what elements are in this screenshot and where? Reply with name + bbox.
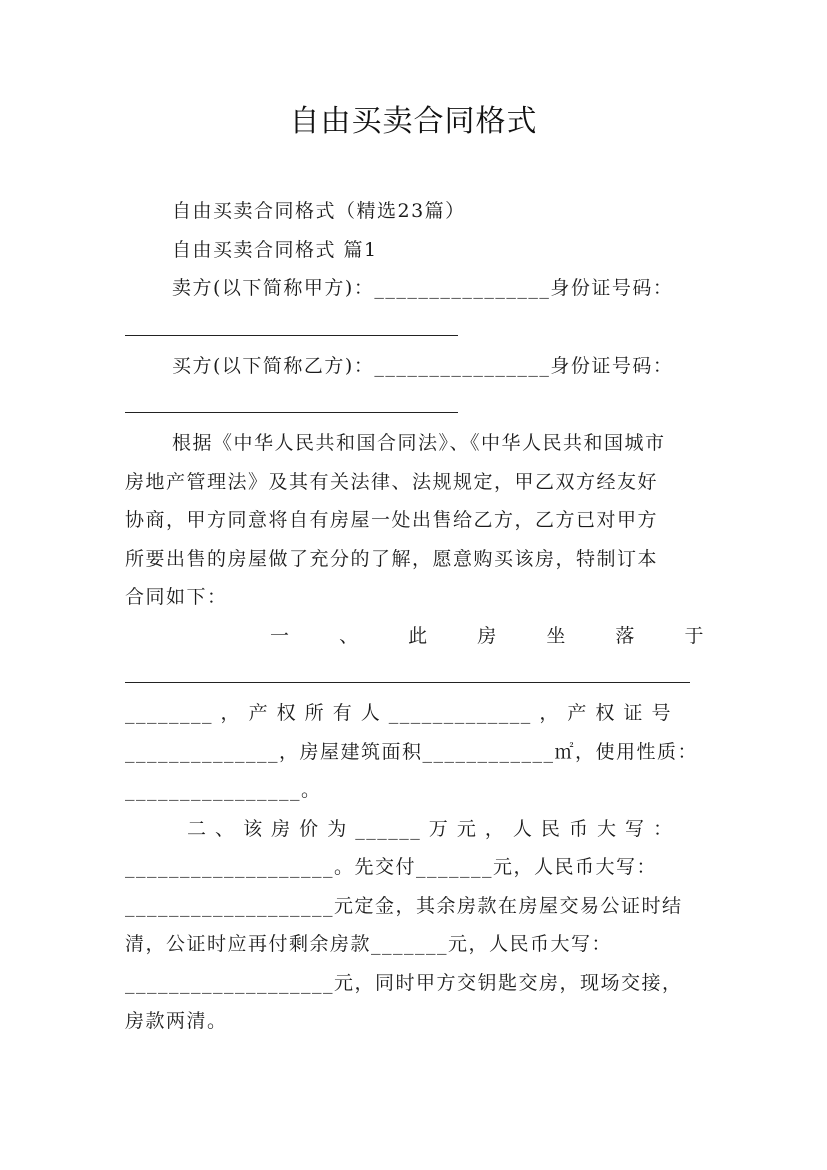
clause2-line-6: 房款两清。 bbox=[125, 1010, 228, 1032]
section-heading: 自由买卖合同格式 篇1 bbox=[172, 238, 378, 261]
clause2-line-4: 清，公证时应再付剩余房款_______元，人民币大写： bbox=[125, 933, 613, 955]
intro-line-5: 合同如下： bbox=[125, 586, 228, 608]
intro-line-4: 所要出售的房屋做了充分的了解，愿意购买该房，特制订本 bbox=[125, 547, 659, 570]
document-title: 自由买卖合同格式 bbox=[289, 104, 538, 139]
clause1-line-5: ________________。 bbox=[125, 779, 322, 801]
buyer-id-blank bbox=[125, 385, 458, 413]
seller-line: 卖方(以下简称甲方)：________________身份证号码： bbox=[172, 277, 674, 299]
intro-line-3: 协商，甲方同意将自有房屋一处出售给乙方，乙方已对甲方 bbox=[125, 509, 659, 531]
clause2-line-3: ___________________元定金，其余房款在房屋交易公证时结 bbox=[125, 894, 683, 917]
clause1-line-3: ________ ， 产 权 所 有 人 _____________ ， 产 权 证 号 bbox=[125, 702, 672, 724]
clause2-line-5: ___________________元，同时甲方交钥匙交房，现场交接， bbox=[125, 971, 683, 994]
intro-line-1: 根据《中华人民共和国合同法》、《中华人民共和国城市 bbox=[172, 432, 666, 454]
subtitle-line: 自由买卖合同格式（精选23篇） bbox=[172, 200, 466, 222]
clause1-location-blank bbox=[125, 655, 690, 683]
clause2-line-2: ___________________。先交付_______元，人民币大写： bbox=[125, 856, 658, 878]
clause1-line-4: ______________，房屋建筑面积____________㎡，使用性质： bbox=[125, 740, 699, 763]
clause1-line-1: 一 、 此 房 坐 落 于 bbox=[270, 624, 705, 647]
clause2-line-1: 二 、 该 房 价 为 ______ 万 元 ， 人 民 币 大 写 ： bbox=[187, 817, 674, 840]
buyer-line: 买方(以下简称乙方)：________________身份证号码： bbox=[172, 354, 674, 377]
intro-line-2: 房地产管理法》及其有关法律、法规规定，甲乙双方经友好 bbox=[125, 470, 659, 493]
seller-id-blank bbox=[125, 308, 458, 336]
document-body bbox=[125, 192, 705, 1041]
